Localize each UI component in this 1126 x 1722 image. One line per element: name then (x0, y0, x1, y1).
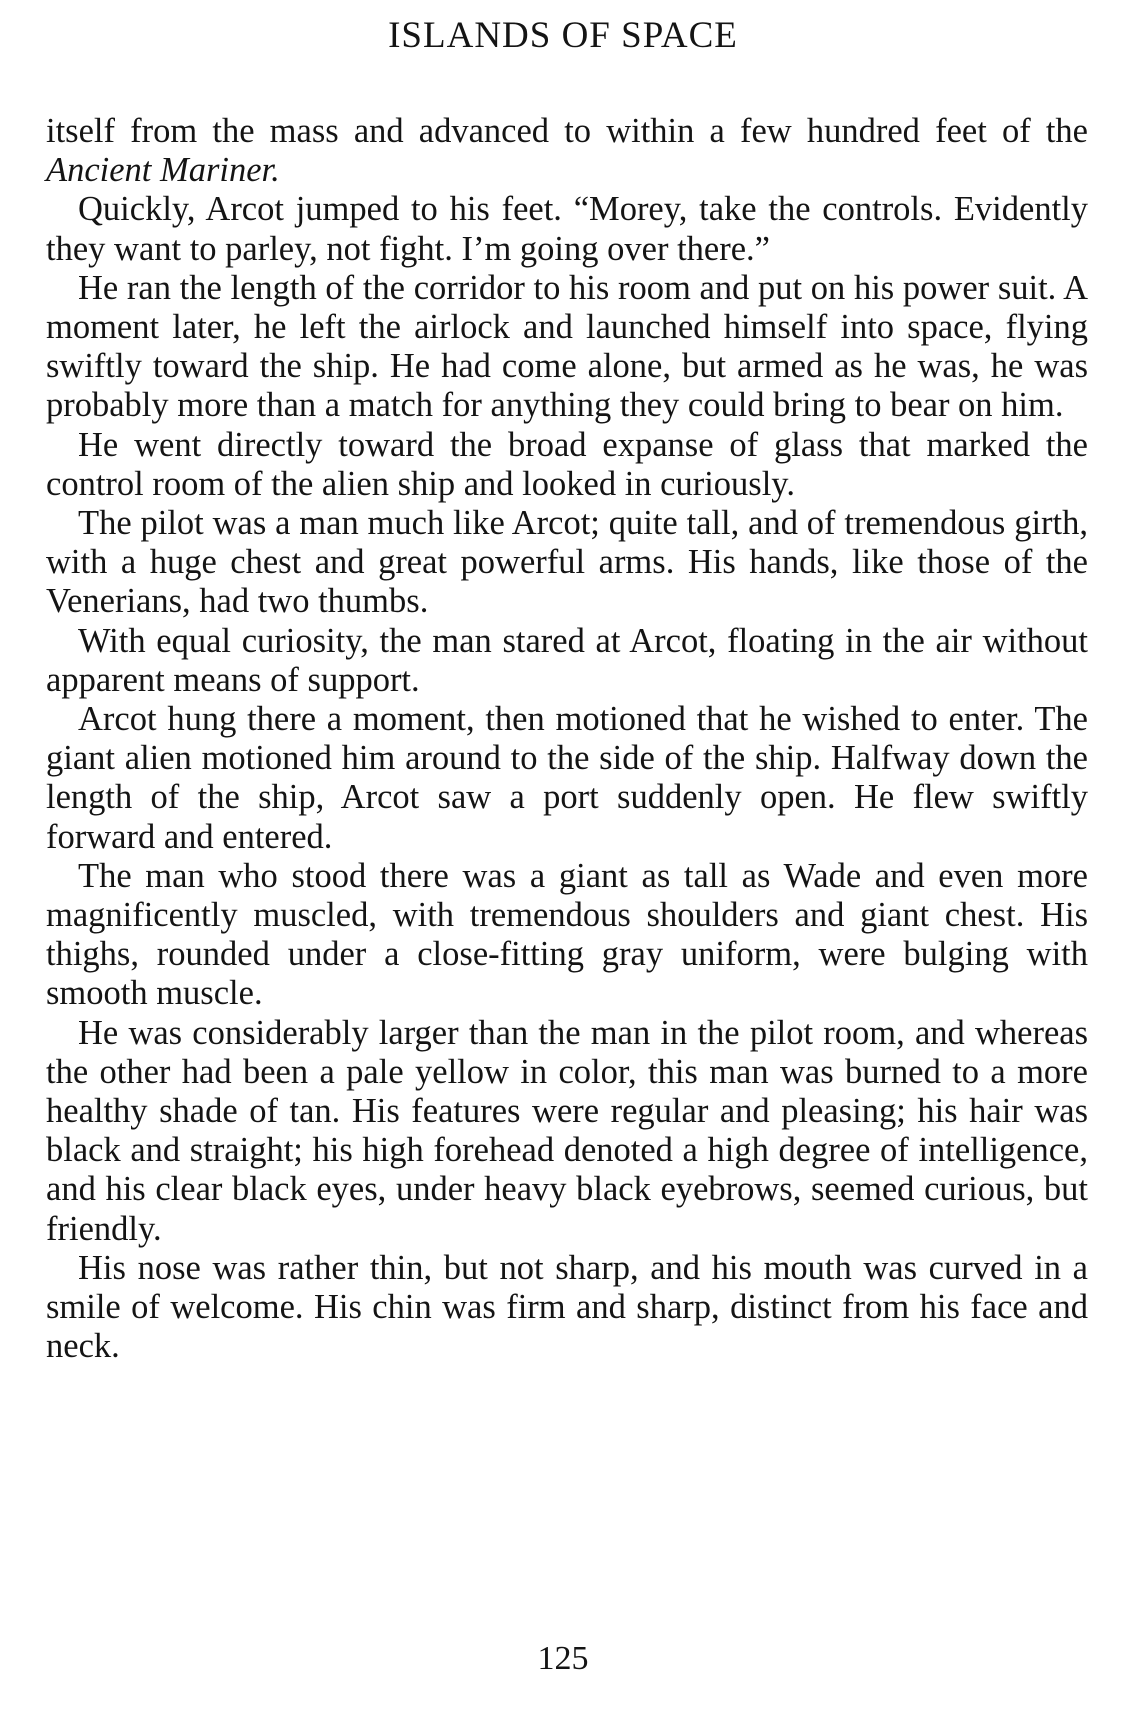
page-number: 125 (537, 1640, 589, 1677)
paragraph-3: He ran the length of the corridor to his room and put on his power suit. A moment later, he left the airlock and launched himself into space, flying swiftly toward the ship. He had come alone, but armed as he was, he was probably more than a match for anything they could bring to bear on him. (46, 268, 1088, 425)
paragraph-8: The man who stood there was a giant as tall as Wade and even more magnificently muscled, with tremendous shoulders and giant chest. His thighs, rounded under a close-fitting gray uniform, were bulging with smooth muscle. (46, 856, 1088, 1013)
paragraph-1 (46, 112, 1088, 190)
paragraph-2: Quickly, Arcot jumped to his feet. “Morey, take the controls. Evidently they want to parley, not fight. I’m going over there.” (46, 190, 1088, 268)
body-text (46, 112, 1088, 1367)
paragraph-10: His nose was rather thin, but not sharp, and his mouth was curved in a smile of welcome. His chin was firm and sharp, distinct from his face and neck. (46, 1248, 1088, 1366)
paragraph-6: With equal curiosity, the man stared at Arcot, floating in the air without apparent means of support. (46, 621, 1088, 699)
paragraph-7: Arcot hung there a moment, then motioned that he wished to enter. The giant alien motioned him around to the side of the ship. Halfway down the length of the ship, Arcot saw a port suddenly open. He flew swiftly forward and entered. (46, 700, 1088, 856)
paragraph-5: The pilot was a man much like Arcot; quite tall, and of tremendous girth, with a huge chest and great powerful arms. His hands, like those of the Venerians, had two thumbs. (46, 504, 1088, 621)
ship-name-italic: Ancient Mariner. (46, 151, 280, 190)
running-head: ISLANDS OF SPACE (388, 15, 738, 56)
paragraph-9: He was considerably larger than the man in the pilot room, and whereas the other had been a pale yellow in color, this man was burned to a more healthy shade of tan. His features were regular and pleasing; his hair was black and straight; his high forehead denoted a high degree of intelligence, and his clear black eyes, under heavy black eyebrows, seemed curious, but friendly. (46, 1013, 1088, 1248)
paragraph-4: He went directly toward the broad expanse of glass that marked the control room of the alien ship and looked in curiously. (46, 425, 1088, 503)
paragraph-1-text: itself from the mass and advanced to within a few hundred feet of the (46, 112, 1088, 150)
